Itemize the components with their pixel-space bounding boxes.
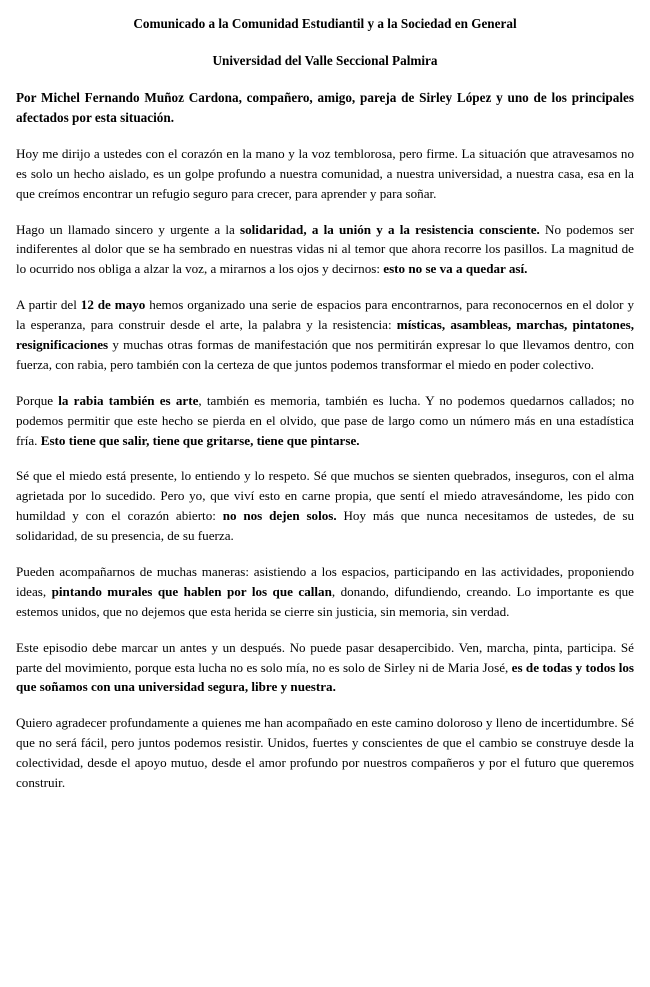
emphasis-text: solidaridad, a la unión y a la resistencia consciente.	[240, 221, 540, 237]
author-byline: Por Michel Fernando Muñoz Cardona, compañero, amigo, pareja de Sirley López y uno de los principales afectados por esta situación.	[16, 90, 634, 126]
body-paragraph	[16, 295, 638, 375]
paragraph-text: , donando, difundiendo, creando. Lo importante es que estemos unidos, que no dejemos que esta herida se cierre sin justicia, sin memoria, sin verdad.	[16, 583, 638, 619]
paragraph-text: No podemos ser indiferentes al dolor que se ha sembrado en nuestras vidas ni al temor que ahora recorre los pasillos. La magnitud de lo ocurrido nos obliga a alzar la voz, a mirarnos a los ojos y decirnos:	[16, 221, 638, 277]
emphasis-text: no nos dejen solos.	[222, 508, 337, 524]
body-paragraph	[16, 638, 638, 698]
paragraph-text: hemos organizado una serie de espacios para encontrarnos, para reconocernos en el dolor y la esperanza, para construir desde el arte, la palabra y la resistencia:	[16, 297, 638, 333]
body-paragraph	[16, 713, 638, 793]
paragraph-text: A partir del	[16, 297, 81, 313]
emphasis-text: esto no se va a quedar así.	[383, 261, 528, 277]
paragraph-text: Hoy me dirijo a ustedes con el corazón en la mano y la voz temblorosa, pero firme. La situación que atravesamos no es solo un hecho aislado, es un golpe profundo a nuestra comunidad, a nuestra universidad, a nuestra casa, esa en la que creímos encontrar un refugio seguro para crecer, para aprender y para soñar.	[16, 145, 638, 201]
body-paragraph	[16, 562, 638, 622]
paragraph-text: Porque	[16, 392, 59, 408]
paragraph-text: Quiero agradecer profundamente a quienes me han acompañado en este camino doloroso y lleno de incertidumbre. Sé que no será fácil, pero juntos podemos resistir. Unidos, fuertes y conscientes de que el cambio se construye desde la colectividad, desde el apoyo mutuo, desde el amor profundo por nuestros compañeros y por el futuro que queremos construir.	[16, 715, 638, 791]
paragraph-text: , también es memoria, también es lucha. Y no podemos quedarnos callados; no podemos permitir que este hecho se pierda en el olvido, que pase de largo como un número más en una estadística fría.	[16, 392, 638, 448]
emphasis-text: místicas, asambleas, marchas, pintatones, resignificaciones	[16, 317, 638, 352]
emphasis-text: Esto tiene que salir, tiene que gritarse, tiene que pintarse.	[40, 432, 360, 448]
emphasis-text: es de todas y todos los que soñamos con una universidad segura, libre y nuestra.	[16, 659, 638, 695]
emphasis-text: pintando murales que hablen por los que callan	[51, 583, 332, 599]
paragraph-text: Hoy más que nunca necesitamos de ustedes, de su solidaridad, de su presencia, de su fuerza.	[16, 508, 638, 544]
emphasis-text: la rabia también es arte	[58, 392, 199, 408]
page-title: Comunicado a la Comunidad Estudiantil y a la Sociedad en General	[133, 16, 517, 31]
body-paragraph	[16, 220, 638, 280]
paragraph-text: y muchas otras formas de manifestación que nos permitirán expresar lo que llevamos dentro, con fuerza, con rabia, pero también con la certeza de que juntos podemos transformar el miedo en poder colectivo.	[16, 337, 638, 372]
body-paragraph	[16, 466, 638, 546]
paragraph-text: Hago un llamado sincero y urgente a la	[16, 221, 241, 237]
page-subtitle: Universidad del Valle Seccional Palmira	[212, 53, 438, 69]
emphasis-text: 12 de mayo	[80, 297, 146, 313]
paragraph-text: Sé que el miedo está presente, lo entiendo y lo respeto. Sé que muchos se sienten quebrados, inseguros, con el alma agrietada por lo sucedido. Pero yo, que viví esto en carne propia, que sentí el miedo atravesándome, les pido con humildad y con el corazón abierto:	[16, 468, 638, 524]
paragraph-text: Este episodio debe marcar un antes y un después. No puede pasar desapercibido. Ven, marcha, pinta, participa. Sé parte del movimiento, porque esta lucha no es solo mía, no es solo de Sirley ni de Maria José,	[16, 639, 638, 675]
paragraph-text: Pueden acompañarnos de muchas maneras: asistiendo a los espacios, participando en las actividades, proponiendo ideas,	[16, 564, 638, 599]
document-body	[16, 144, 638, 793]
body-paragraph	[16, 391, 638, 451]
body-paragraph	[16, 144, 638, 204]
